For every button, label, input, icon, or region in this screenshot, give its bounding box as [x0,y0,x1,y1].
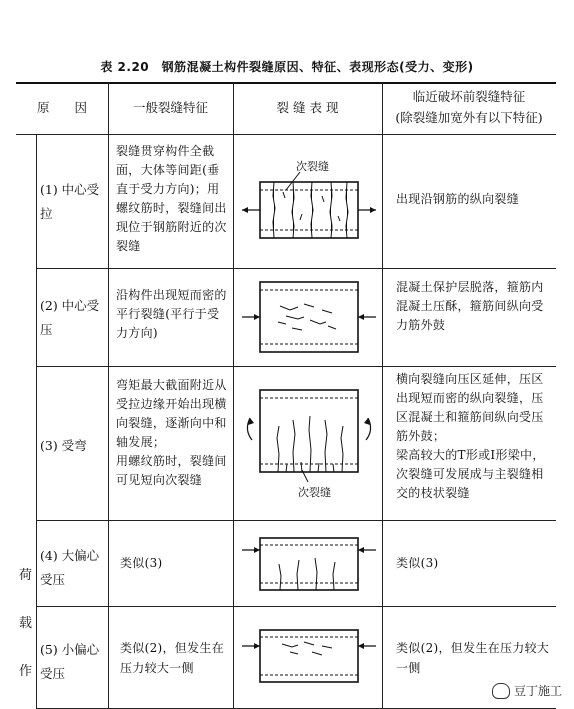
cause-row-3: (3) 受弯 [40,438,87,453]
cause-row-4: (4) 大偏心受压 [40,548,100,587]
header-general: 一般裂缝特征 [132,100,208,115]
near-row-4-p1: 类似(3) [396,556,439,570]
near-row-1 [396,190,552,209]
col-rule-2 [233,82,234,709]
cause-row-5: (5) 小偏心受压 [40,642,100,681]
col-rule-group [36,134,37,709]
header-appearance: 裂 缝 表 现 [276,100,339,115]
general-row-1-p1: 裂缝贯穿构件全截面，大体等间距(垂直于受力方向)；用螺纹筋时，裂缝间出现位于钢筋附近的次裂缝 [116,144,227,253]
small-eccentric-diagram [238,618,378,694]
near-row-2-p1: 混凝土保护层脱落，箍筋内混凝土压酥，箍筋间纵向受力筋外鼓 [396,280,544,332]
header-cause: 原 因 [36,100,87,115]
near-row-2 [396,278,552,335]
general-row-2-p1: 沿构件出现短而密的平行裂缝(平行于受力方向) [116,288,227,340]
general-row-3-p2: 用螺纹筋时，裂缝间可见短向次裂缝 [116,454,227,487]
general-row-4-p1: 类似(3) [120,556,163,570]
group-label-char-3: 作 [19,664,33,679]
large-eccentric-diagram [238,526,378,602]
diagram-row-3-label: 次裂缝 [298,486,331,499]
group-label-char-1: 荷 [19,568,33,583]
header-near-failure-line1: 临近破坏前裂缝特征 [412,89,526,104]
general-row-5-p1: 类似(2)，但发生在压力较大一侧 [120,641,224,675]
near-row-3 [396,370,552,503]
bending-member-diagram [238,382,378,502]
diagram-row-1 [238,156,378,250]
general-row-2 [116,286,228,343]
diagram-row-4 [238,526,378,606]
row-rule-4 [36,606,556,607]
table-title: 表 2.20 钢筋混凝土构件裂缝原因、特征、表现形态(受力、变形) [100,60,474,74]
group-label-char-2: 载 [19,616,33,631]
general-row-3-p1: 弯矩最大截面附近从受拉边缘开始出现横向裂缝，逐渐向中和轴发展； [116,378,227,449]
col-rule-1 [108,82,109,709]
wechat-icon [492,683,510,699]
diagram-row-2 [238,276,378,364]
general-row-5 [120,638,228,678]
cause-row-2: (2) 中心受压 [40,298,100,337]
general-row-4 [120,554,228,573]
diagram-row-3 [238,382,378,506]
near-row-1-p1: 出现沿钢筋的纵向裂缝 [396,192,520,206]
general-row-3 [116,376,228,490]
cause-row-1: (1) 中心受拉 [40,182,100,221]
header-near-failure-line2: (除裂缝加宽外有以下特征) [395,110,543,125]
general-row-1 [116,142,228,256]
header-near-failure [382,86,556,128]
near-row-4 [396,554,552,573]
col-rule-3 [382,82,383,709]
row-rule-3 [36,520,556,521]
diagram-row-1-label: 次裂缝 [296,160,329,173]
near-row-5 [396,638,552,678]
near-row-3-p2: 梁高较大的T形或I形梁中，次裂缝可发展成与主裂缝相交的枝状裂缝 [396,448,545,500]
header-rule [16,134,556,135]
table-top-rule [16,82,556,84]
watermark [492,682,562,699]
diagram-row-5 [238,618,378,698]
watermark-text: 豆丁施工 [513,684,562,698]
tension-member-diagram [238,156,378,246]
near-row-3-p1: 横向裂缝向压区延伸，压区出现短而密的纵向裂缝，压区混凝土和箍筋间纵向受压筋外鼓； [396,372,544,443]
compression-member-diagram [238,276,378,360]
near-row-5-p1: 类似(2)，但发生在压力较大一侧 [396,641,550,675]
row-rule-1 [36,268,556,269]
crack-table [16,82,556,709]
row-rule-2 [36,366,556,367]
